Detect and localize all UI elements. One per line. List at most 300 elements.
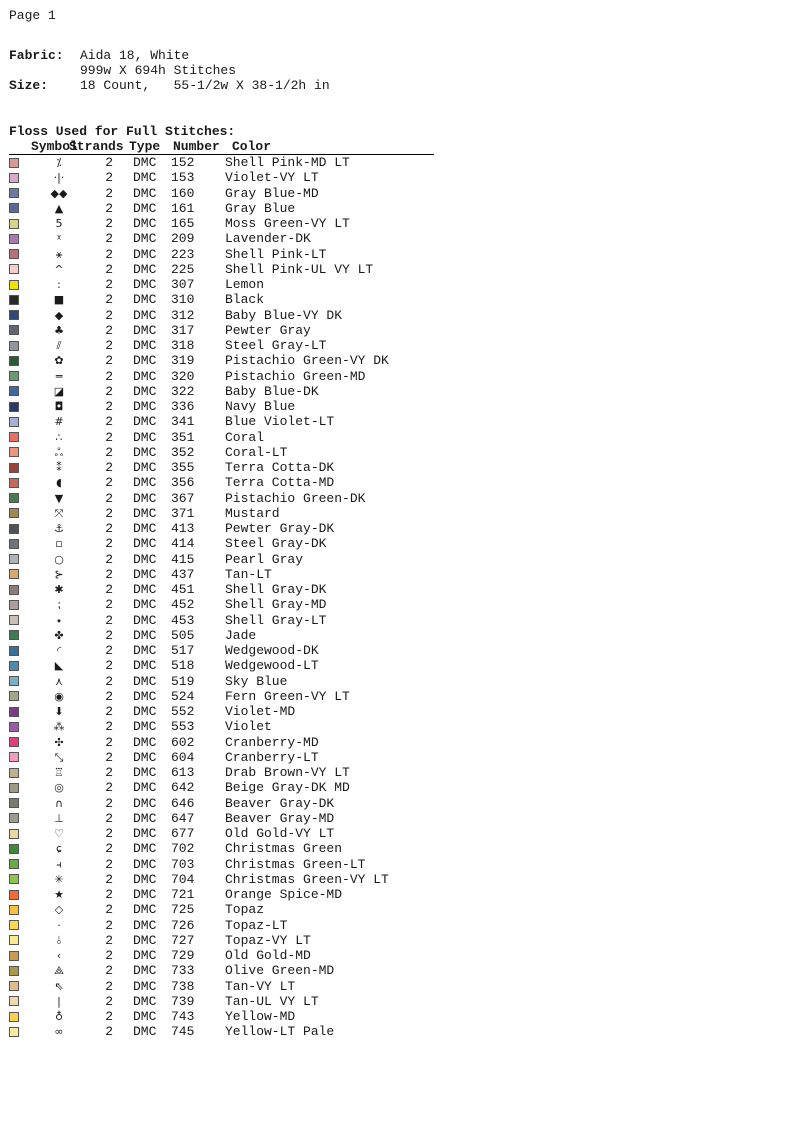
color-swatch	[9, 890, 19, 900]
strands-value: 2	[105, 887, 113, 902]
stitch-symbol: ⁏	[57, 598, 61, 612]
type-value: DMC	[133, 902, 157, 918]
color-name: Beige Gray-DK MD	[225, 780, 350, 796]
color-swatch-cell	[9, 783, 29, 793]
stitch-symbol: ⇖	[54, 979, 64, 993]
stitch-symbol: ♁	[54, 1010, 64, 1023]
number-value: 721	[171, 887, 195, 902]
color-swatch-cell	[9, 249, 29, 259]
table-row	[9, 155, 434, 170]
color-swatch	[9, 249, 19, 259]
type-value: DMC	[133, 460, 157, 475]
strands-value: 2	[105, 551, 113, 567]
type-value: DMC	[133, 399, 157, 414]
header-type: Type	[129, 139, 161, 154]
color-name: Lemon	[225, 277, 265, 292]
color-name: Coral	[225, 429, 265, 445]
type-value: DMC	[133, 216, 157, 231]
color-name: Tan-LT	[225, 566, 272, 582]
type-value: DMC	[133, 536, 157, 552]
color-swatch	[9, 996, 19, 1006]
stitch-symbol: ᵡ	[56, 232, 61, 246]
color-swatch	[9, 310, 19, 320]
color-name: Sky Blue	[225, 673, 288, 689]
stitch-symbol: ✤	[54, 628, 64, 642]
table-row	[9, 643, 434, 658]
table-row	[9, 735, 434, 750]
number-value: 703	[171, 856, 195, 872]
type-value: DMC	[133, 597, 157, 613]
color-name: Tan-VY LT	[225, 978, 296, 994]
strands-value: 2	[105, 261, 113, 277]
number-value: 519	[171, 673, 195, 689]
color-swatch-cell	[9, 646, 29, 656]
type-value: DMC	[133, 185, 157, 201]
number-value: 336	[171, 399, 195, 414]
number-value: 165	[171, 216, 195, 231]
color-swatch	[9, 493, 19, 503]
type-value: DMC	[133, 658, 157, 674]
strands-value: 2	[105, 155, 113, 170]
table-row	[9, 689, 434, 704]
table-row	[9, 979, 434, 994]
number-value: 225	[171, 261, 195, 277]
color-swatch-cell	[9, 707, 29, 717]
color-swatch	[9, 478, 19, 488]
number-value: 320	[171, 368, 195, 384]
color-name: Beaver Gray-DK	[225, 795, 335, 811]
color-swatch	[9, 188, 19, 198]
color-name: Pewter Gray	[225, 322, 311, 338]
stitch-symbol: ▼	[54, 491, 64, 505]
color-swatch-cell	[9, 920, 29, 930]
type-value: DMC	[133, 1024, 157, 1040]
stitch-symbol: ⫞	[56, 857, 62, 871]
table-row	[9, 277, 434, 292]
color-swatch	[9, 935, 19, 945]
stitch-symbol: ⚹	[55, 247, 63, 261]
type-value: DMC	[133, 170, 157, 186]
color-name: Baby Blue-VY DK	[225, 307, 343, 323]
stitch-symbol: ⁂	[53, 720, 65, 734]
number-value: 371	[171, 505, 195, 521]
fabric-row	[9, 48, 330, 63]
table-row	[9, 521, 434, 536]
color-swatch	[9, 508, 19, 518]
color-name: Steel Gray-DK	[225, 536, 327, 552]
type-value: DMC	[133, 963, 157, 979]
color-swatch	[9, 158, 19, 168]
stitch-symbol: ∴	[55, 430, 63, 444]
table-row	[9, 475, 434, 490]
stitch-symbol: ⋏	[54, 674, 64, 688]
table-row	[9, 597, 434, 612]
strands-value: 2	[105, 795, 113, 811]
color-swatch-cell	[9, 386, 29, 396]
stitch-symbol: ◘	[54, 400, 64, 413]
table-row	[9, 353, 434, 368]
color-swatch-cell	[9, 554, 29, 564]
strands-value: 2	[105, 170, 113, 186]
type-value: DMC	[133, 932, 157, 948]
table-row	[9, 491, 434, 506]
color-name: Pistachio Green-MD	[225, 368, 366, 384]
type-value: DMC	[133, 414, 157, 430]
color-name: Tan-UL VY LT	[225, 993, 319, 1009]
color-swatch-cell	[9, 859, 29, 869]
strands-value: 2	[105, 917, 113, 933]
table-row	[9, 231, 434, 246]
color-swatch-cell	[9, 341, 29, 351]
number-value: 646	[171, 795, 195, 811]
number-value: 415	[171, 551, 195, 567]
color-swatch-cell	[9, 173, 29, 183]
color-swatch-cell	[9, 524, 29, 534]
strands-value: 2	[105, 429, 113, 445]
stitch-symbol: ◖	[56, 476, 62, 490]
color-swatch	[9, 341, 19, 351]
color-swatch-cell	[9, 996, 29, 1006]
color-name: Steel Gray-LT	[225, 338, 327, 353]
stitch-symbol: ♖	[54, 766, 64, 779]
number-value: 322	[171, 383, 195, 399]
number-value: 160	[171, 185, 195, 201]
table-row	[9, 628, 434, 643]
stitch-symbol: ♣	[54, 323, 64, 337]
stitch-symbol: ⫰	[56, 933, 62, 947]
number-value: 517	[171, 643, 195, 658]
type-value: DMC	[133, 368, 157, 384]
color-name: Terra Cotta-DK	[225, 460, 335, 475]
table-row	[9, 292, 434, 307]
type-value: DMC	[133, 978, 157, 994]
table-row	[9, 582, 434, 597]
color-swatch	[9, 707, 19, 717]
header-symbol: Symbol	[31, 139, 78, 154]
strands-value: 2	[105, 231, 113, 247]
color-swatch-cell	[9, 615, 29, 625]
color-name: Jade	[225, 627, 257, 643]
type-value: DMC	[133, 780, 157, 796]
number-value: 414	[171, 536, 195, 552]
color-swatch	[9, 585, 19, 595]
color-name: Coral-LT	[225, 444, 288, 460]
table-row	[9, 216, 434, 231]
type-value: DMC	[133, 612, 157, 628]
strands-value: 2	[105, 292, 113, 308]
color-name: Shell Pink-UL VY LT	[225, 261, 374, 277]
color-swatch-cell	[9, 356, 29, 366]
type-value: DMC	[133, 261, 157, 277]
strands-value: 2	[105, 597, 113, 613]
color-name: Shell Gray-LT	[225, 612, 327, 628]
stitch-symbol: ⤧	[54, 506, 64, 520]
number-value: 702	[171, 841, 195, 857]
color-swatch-cell	[9, 844, 29, 854]
type-value: DMC	[133, 826, 157, 841]
stitch-symbol: ◪	[53, 384, 65, 398]
number-value: 437	[171, 566, 195, 582]
table-row	[9, 674, 434, 689]
type-value: DMC	[133, 307, 157, 323]
table-row	[9, 369, 434, 384]
color-swatch	[9, 432, 19, 442]
color-swatch-cell	[9, 951, 29, 961]
size-value: 18 Count, 55-1/2w X 38-1/2h in	[80, 78, 330, 93]
color-name: Yellow-MD	[225, 1009, 296, 1024]
strands-value: 2	[105, 216, 113, 231]
color-swatch-cell	[9, 874, 29, 884]
stitch-symbol: ◎	[54, 781, 64, 795]
number-value: 351	[171, 429, 195, 445]
color-swatch-cell	[9, 905, 29, 915]
color-swatch-cell	[9, 493, 29, 503]
number-value: 729	[171, 948, 195, 963]
color-name: Violet-MD	[225, 704, 296, 719]
number-value: 352	[171, 444, 195, 460]
color-swatch-cell	[9, 402, 29, 412]
stitch-symbol: ○	[54, 552, 64, 566]
color-swatch-cell	[9, 569, 29, 579]
type-value: DMC	[133, 993, 157, 1009]
stitch-symbol: ∩	[54, 796, 64, 810]
number-value: 223	[171, 246, 195, 262]
color-name: Baby Blue-DK	[225, 383, 319, 399]
number-value: 604	[171, 749, 195, 765]
table-row	[9, 399, 434, 414]
number-value: 745	[171, 1024, 195, 1040]
color-swatch-cell	[9, 325, 29, 335]
stitch-symbol: ⊥	[54, 811, 64, 825]
strands-value: 2	[105, 307, 113, 323]
color-name: Beaver Gray-MD	[225, 810, 335, 826]
color-swatch	[9, 661, 19, 671]
type-value: DMC	[133, 444, 157, 460]
color-swatch	[9, 524, 19, 534]
color-swatch	[9, 691, 19, 701]
number-value: 743	[171, 1009, 195, 1024]
table-row	[9, 384, 434, 399]
strands-value: 2	[105, 734, 113, 750]
table-row	[9, 780, 434, 795]
color-name: Pearl Gray	[225, 551, 304, 567]
type-value: DMC	[133, 155, 157, 170]
strands-value: 2	[105, 490, 113, 506]
color-swatch	[9, 752, 19, 762]
stitch-symbol: ɕ	[55, 842, 63, 856]
size-key: Size:	[9, 78, 49, 93]
table-row	[9, 902, 434, 917]
stitch-symbol: |	[57, 994, 61, 1008]
stitch-symbol: ▫	[55, 537, 63, 551]
table-row	[9, 186, 434, 201]
color-name: Christmas Green-LT	[225, 856, 366, 872]
strands-value: 2	[105, 566, 113, 582]
color-swatch-cell	[9, 600, 29, 610]
type-value: DMC	[133, 719, 157, 735]
color-swatch	[9, 569, 19, 579]
size-row	[9, 78, 330, 93]
strands-value: 2	[105, 444, 113, 460]
type-value: DMC	[133, 551, 157, 567]
strands-value: 2	[105, 841, 113, 857]
color-name: Drab Brown-VY LT	[225, 765, 350, 780]
color-name: Pistachio Green-VY DK	[225, 353, 389, 369]
stitch-symbol: ■	[53, 293, 65, 307]
color-name: Topaz-LT	[225, 917, 288, 933]
color-swatch	[9, 554, 19, 564]
color-swatch-cell	[9, 752, 29, 762]
number-value: 312	[171, 307, 195, 323]
stitch-symbol: 5	[55, 217, 63, 230]
table-row	[9, 170, 434, 185]
color-swatch	[9, 676, 19, 686]
color-swatch	[9, 264, 19, 274]
color-swatch	[9, 173, 19, 183]
strands-value: 2	[105, 338, 113, 353]
table-row	[9, 658, 434, 673]
stitch-symbol: ▲	[54, 201, 64, 215]
strands-value: 2	[105, 521, 113, 536]
table-row	[9, 933, 434, 948]
stitch-symbol: ⤡	[54, 750, 64, 764]
stitch-symbol: ♡	[54, 827, 64, 840]
color-swatch-cell	[9, 508, 29, 518]
type-value: DMC	[133, 521, 157, 536]
table-row	[9, 1009, 434, 1024]
strands-value: 2	[105, 200, 113, 216]
color-swatch	[9, 417, 19, 427]
number-value: 319	[171, 353, 195, 369]
color-name: Cranberry-LT	[225, 749, 319, 765]
type-value: DMC	[133, 231, 157, 247]
strands-value: 2	[105, 460, 113, 475]
color-name: Christmas Green-VY LT	[225, 871, 389, 887]
strands-value: 2	[105, 582, 113, 597]
color-swatch	[9, 295, 19, 305]
color-swatch	[9, 356, 19, 366]
stitch-symbol: ✱	[54, 583, 64, 596]
number-value: 677	[171, 826, 195, 841]
strands-value: 2	[105, 353, 113, 369]
strands-value: 2	[105, 871, 113, 887]
stitch-symbol: ✣	[54, 735, 64, 749]
color-name: Old Gold-VY LT	[225, 826, 335, 841]
strands-value: 2	[105, 536, 113, 552]
stitch-symbol: ‹	[56, 949, 62, 962]
table-row	[9, 613, 434, 628]
strands-value: 2	[105, 932, 113, 948]
color-swatch-cell	[9, 310, 29, 320]
color-swatch	[9, 966, 19, 976]
color-swatch	[9, 463, 19, 473]
page-label: Page 1	[9, 8, 56, 23]
color-name: Moss Green-VY LT	[225, 216, 350, 231]
color-swatch	[9, 951, 19, 961]
table-row	[9, 765, 434, 780]
strands-value: 2	[105, 1024, 113, 1040]
table-row	[9, 887, 434, 902]
table-row	[9, 247, 434, 262]
table-row	[9, 430, 434, 445]
stitch-symbol: ·	[57, 918, 61, 932]
strands-value: 2	[105, 704, 113, 719]
type-value: DMC	[133, 704, 157, 719]
type-value: DMC	[133, 917, 157, 933]
color-name: Shell Pink-MD LT	[225, 155, 350, 170]
number-value: 505	[171, 627, 195, 643]
strands-value: 2	[105, 322, 113, 338]
stitch-symbol: ⚓	[54, 522, 64, 535]
table-row	[9, 201, 434, 216]
number-value: 725	[171, 902, 195, 918]
number-value: 317	[171, 322, 195, 338]
stitch-symbol: ★	[54, 888, 64, 901]
number-value: 552	[171, 704, 195, 719]
strands-value: 2	[105, 399, 113, 414]
strands-value: 2	[105, 414, 113, 430]
strands-value: 2	[105, 383, 113, 399]
color-swatch	[9, 203, 19, 213]
color-swatch-cell	[9, 417, 29, 427]
color-swatch-cell	[9, 813, 29, 823]
number-value: 307	[171, 277, 195, 292]
color-swatch	[9, 737, 19, 747]
color-name: Navy Blue	[225, 399, 296, 414]
table-row	[9, 323, 434, 338]
number-value: 453	[171, 612, 195, 628]
strands-value: 2	[105, 688, 113, 704]
table-row	[9, 704, 434, 719]
color-swatch	[9, 798, 19, 808]
strands-value: 2	[105, 765, 113, 780]
strands-value: 2	[105, 368, 113, 384]
type-value: DMC	[133, 765, 157, 780]
header-number: Number	[173, 139, 220, 154]
color-swatch-cell	[9, 661, 29, 671]
color-swatch-cell	[9, 219, 29, 229]
color-swatch-cell	[9, 447, 29, 457]
color-swatch-cell	[9, 264, 29, 274]
color-name: Shell Pink-LT	[225, 246, 327, 262]
color-name: Mustard	[225, 505, 280, 521]
stitch-symbol: ◉	[54, 689, 64, 703]
floss-section-title: Floss Used for Full Stitches:	[9, 124, 236, 139]
color-name: Blue Violet-LT	[225, 414, 335, 430]
color-name: Yellow-LT Pale	[225, 1024, 335, 1040]
color-swatch	[9, 234, 19, 244]
color-swatch	[9, 447, 19, 457]
number-value: 367	[171, 490, 195, 506]
fabric-value: Aida 18, White	[80, 48, 190, 63]
color-swatch-cell	[9, 737, 29, 747]
number-value: 356	[171, 475, 195, 491]
floss-rows	[9, 155, 434, 1040]
stitch-symbol: ═	[55, 369, 63, 383]
number-value: 738	[171, 978, 195, 994]
stitch-symbol: ⬩	[57, 613, 61, 627]
color-swatch	[9, 722, 19, 732]
type-value: DMC	[133, 673, 157, 689]
color-swatch-cell	[9, 768, 29, 778]
table-row	[9, 918, 434, 933]
color-name: Old Gold-MD	[225, 948, 311, 963]
number-value: 726	[171, 917, 195, 933]
color-swatch	[9, 600, 19, 610]
color-swatch-cell	[9, 1027, 29, 1037]
number-value: 318	[171, 338, 195, 353]
type-value: DMC	[133, 505, 157, 521]
